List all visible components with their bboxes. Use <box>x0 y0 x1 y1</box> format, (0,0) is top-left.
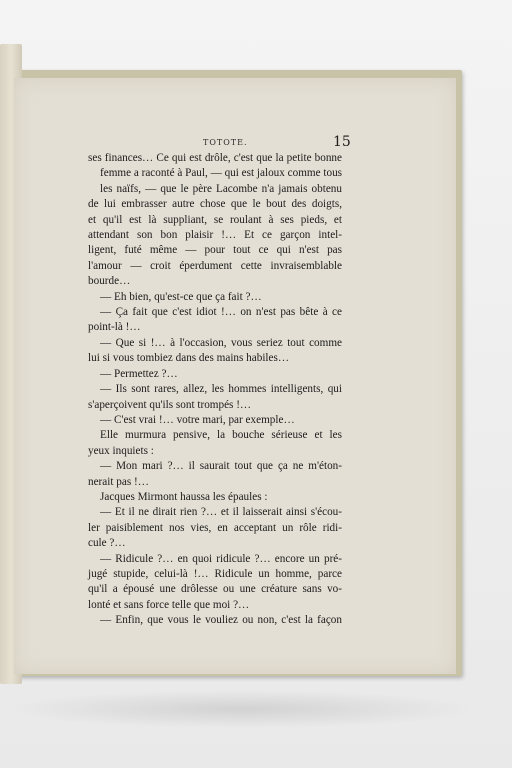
text-line: de lui embrasser autre chose que le bout des doigts, <box>88 198 342 211</box>
text-block <box>88 151 342 629</box>
text-line: lonté et sans force telle que moi ?… <box>88 598 250 611</box>
text-line: ler paisiblement nos vies, en acceptant un rôle ridi- <box>88 521 342 534</box>
running-head: TOTOTE. <box>203 138 248 147</box>
text-line: ses finances… Ce qui est drôle, c'est que la petite bonne <box>88 152 342 164</box>
text-line: lui si vous tombiez dans des mains habiles… <box>88 352 290 365</box>
text-line: — Eh bien, qu'est-ce que ça fait ?… <box>100 290 262 303</box>
text-line: — Permettez ?… <box>100 367 178 380</box>
text-line: bourde… <box>88 275 131 288</box>
text-line: point-là !… <box>88 321 141 334</box>
text-line: — Ils sont rares, allez, les hommes intelligents, qui <box>100 383 342 396</box>
text-line: ligent, futé même — pour tout ce qui n'est pas <box>88 244 342 257</box>
text-line: Jacques Mirmont haussa les épaules : <box>100 490 268 503</box>
text-line: — Ridicule ?… en quoi ridicule ?… encore un pré- <box>100 552 342 565</box>
text-line: femme a raconté à Paul, — qui est jaloux comme tous <box>100 167 343 180</box>
text-line: nerait pas !… <box>88 475 149 488</box>
text-line: yeux inquiets : <box>88 444 154 457</box>
text-line: — C'est vrai !… votre mari, par exemple… <box>100 413 295 426</box>
text-line: qu'il a épousé une drôlesse ou une créature sans vo- <box>88 583 342 596</box>
page-number: 15 <box>333 134 351 150</box>
text-line: et qu'il est là suppliant, se roulant à ses pieds, et <box>88 213 342 226</box>
book-shadow <box>6 690 476 728</box>
text-line: l'amour — croit éperdument cette invraisemblable <box>88 259 342 272</box>
text-line: Elle murmura pensive, la bouche sérieuse et les <box>100 429 342 442</box>
text-line: jugé stupide, celui-là !… Ridicule un homme, parce <box>88 567 342 580</box>
text-line: cule ?… <box>88 537 126 550</box>
text-line: attendant son bon plaisir !… Et ce garçon intel- <box>88 229 342 242</box>
text-line: — Que si !… à l'occasion, vous seriez tout comme <box>100 336 342 349</box>
text-line: — Ça fait que c'est idiot !… on n'est pas bête à ce <box>100 306 342 319</box>
text-line: — Enfin, que vous le vouliez ou non, c'est la façon <box>100 614 342 627</box>
text-line: — Et il ne dirait rien ?… et il laisserait ainsi s'écou- <box>100 506 342 519</box>
text-line: s'aperçoivent qu'ils sont trompés !… <box>88 398 252 411</box>
text-line: — Mon mari ?… il saurait tout que ça ne m'éton- <box>100 460 342 473</box>
text-line: les naïfs, — que le père Lacombe n'a jamais obtenu <box>100 182 342 195</box>
